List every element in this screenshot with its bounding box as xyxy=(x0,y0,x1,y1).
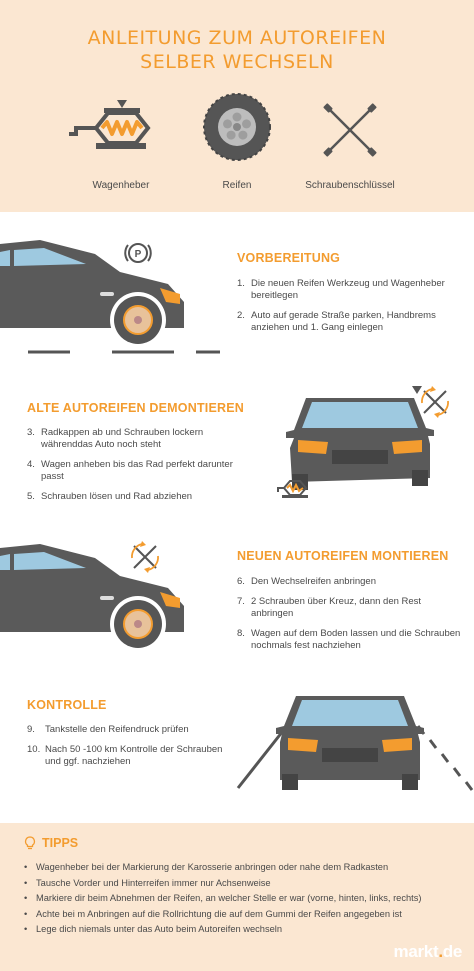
tipps-heading-label: TIPPS xyxy=(42,836,79,850)
tire-icon xyxy=(202,92,272,162)
step-item: 4. Wagen anheben bis das Rad perfekt darunter passt xyxy=(27,459,233,482)
tipp-item: • Wagenheber bei der Markierung der Karosserie anbringen oder nahe dem Radkasten xyxy=(24,862,389,872)
tipps-heading xyxy=(24,836,78,850)
title-line-2: SELBER WECHSELN xyxy=(140,51,334,73)
tipps-band xyxy=(0,823,474,971)
header-band xyxy=(0,0,474,212)
heading-vorbereitung: VORBEREITUNG xyxy=(237,251,341,265)
step-item: 2. Auto auf gerade Straße parken, Handbrems anziehen und 1. Gang einlegen xyxy=(237,310,436,333)
page-title xyxy=(0,26,474,74)
wrench-rotate-icon xyxy=(418,385,452,419)
title-line-1: ANLEITUNG ZUM AUTOREIFEN xyxy=(87,27,387,49)
small-jack-icon xyxy=(276,478,312,500)
heading-demontieren: ALTE AUTOREIFEN DEMONTIEREN xyxy=(27,401,244,415)
side-car-tire-illustration xyxy=(0,540,200,650)
tipp-item: • Achte bei m Anbringen auf die Rollrichtung die auf dem Gummi der Reifen angegeben ist xyxy=(24,908,402,919)
steps-demontieren xyxy=(27,427,237,511)
step-item: 5. Schrauben lösen und Rad abziehen xyxy=(27,491,193,502)
step-item: 8. Wagen auf dem Boden lassen und die Schrauben nochmals fest nachziehen xyxy=(237,628,461,651)
tool-label-wagenheber: Wagenheber xyxy=(92,180,150,191)
front-car-road-illustration xyxy=(232,682,474,802)
side-car-parking-illustration xyxy=(0,236,222,358)
step-item: 10. Nach 50 -100 km Kontrolle der Schrauben und ggf. nachziehen xyxy=(27,744,223,767)
logo-brand: markt xyxy=(393,942,439,961)
steps-vorbereitung xyxy=(237,278,462,342)
steps-kontrolle xyxy=(27,724,227,776)
steps-montieren xyxy=(237,576,462,660)
heading-kontrolle: KONTROLLE xyxy=(27,698,107,712)
lightbulb-icon xyxy=(24,836,36,850)
markt-de-logo xyxy=(394,942,463,962)
wrench-rotate-icon xyxy=(128,540,162,574)
heading-montieren: NEUEN AUTOREIFEN MONTIEREN xyxy=(237,549,449,563)
cross-wrench-icon xyxy=(322,102,378,158)
tipp-item: • Markiere dir beim Abnehmen der Reifen, an welcher Stelle er war (vorne, hinten, links, rechts) xyxy=(24,893,422,903)
svg-text:P: P xyxy=(134,249,142,260)
step-item: 7. 2 Schrauben über Kreuz, dann den Rest anbringen xyxy=(237,596,422,619)
tool-label-reifen: Reifen xyxy=(222,180,252,191)
step-item: 1. Die neuen Reifen Werkzeug und Wagenheber bereitlegen xyxy=(237,278,445,301)
step-item: 6. Den Wechselreifen anbringen xyxy=(237,576,376,587)
tipps-list xyxy=(24,860,421,938)
step-item: 9. Tankstelle den Reifendruck prüfen xyxy=(27,724,189,735)
parking-brake-icon xyxy=(124,239,152,267)
tipp-item: • Tausche Vorder und Hinterreifen immer nur Achsenweise xyxy=(24,877,271,888)
logo-tld: de xyxy=(442,942,462,961)
logo-dot: . xyxy=(438,942,443,961)
car-jack-icon xyxy=(66,98,158,160)
step-item: 3. Radkappen ab und Schrauben lockern währenddas Auto noch steht xyxy=(27,427,204,450)
tipp-item: • Lege dich niemals unter das Auto beim Autoreifen wechseln xyxy=(24,924,283,934)
tool-label-schraubenschluessel: Schraubenschlüssel xyxy=(305,180,395,191)
